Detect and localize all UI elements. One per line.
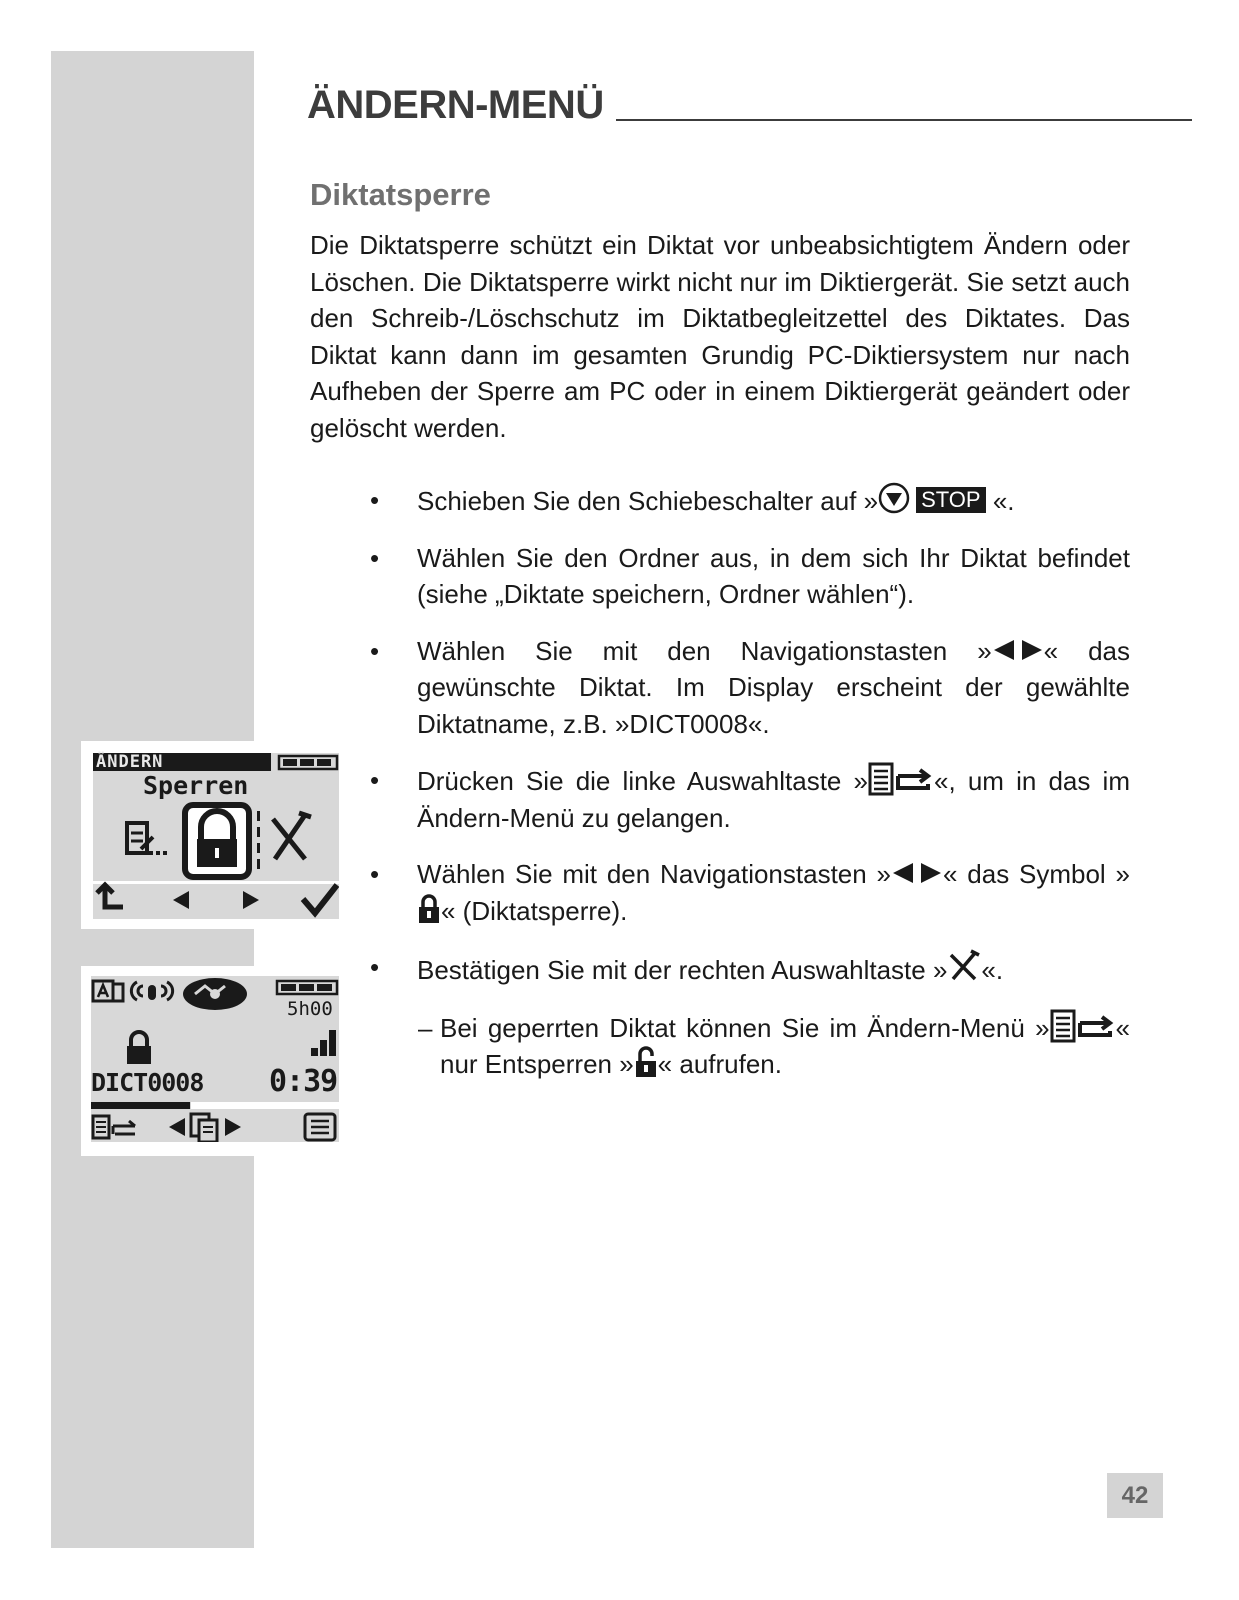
battery-icon	[279, 756, 337, 769]
folder-a-icon	[93, 981, 123, 1001]
note-text-before: Bei geperrten Diktat können Sie im Ändern-Menü »	[440, 1012, 1050, 1043]
note-dash: –	[418, 1012, 433, 1043]
section-title: Diktatsperre	[310, 177, 491, 212]
step-1-text-after: «.	[985, 486, 1015, 516]
intro-paragraph: Die Diktatsperre schützt ein Diktat vor unbeabsichtigtem Ändern oder Löschen. Die Diktatsperre wirkt nicht nur im Diktiergerät. Sie setzt auch den Schreib-/Löschschutz im Diktatbegleitzettel des Diktates. Das Diktat kann dann im gesamten Grundig PC-Diktiersystem nur nach Aufheben der Sperre am PC oder in einem Diktiergerät geändert oder gelöscht werden.	[310, 230, 1130, 443]
step-1-text-before: Schieben Sie den Schiebeschalter auf »	[417, 486, 879, 516]
battery-icon	[277, 981, 337, 994]
page-title: ÄNDERN-MENÜ	[307, 83, 604, 127]
arrow-down-circle-icon	[878, 482, 910, 514]
step-4-text-before: Drücken Sie die linke Auswahltaste »	[417, 766, 868, 796]
display-andern-header: ÄNDERN	[96, 752, 164, 772]
right-triangle-icon	[243, 891, 259, 909]
step-select-folder	[370, 540, 1130, 613]
nav-left-right-icon	[891, 861, 943, 885]
step-6-text-before: Bestätigen Sie mit der rechten Auswahltaste »	[417, 955, 948, 985]
steps-list	[370, 482, 1130, 1083]
bullet: •	[370, 485, 380, 515]
back-arrow-icon	[97, 885, 123, 907]
step-2-text: Wählen Sie den Ordner aus, in dem sich Ihr Diktat befindet (siehe „Diktate speichern, Ordner wählen“).	[417, 542, 1130, 609]
document-cycle-icon	[1050, 1009, 1116, 1043]
lock-selected-icon	[185, 805, 249, 877]
display-time-remaining: 5h00	[287, 998, 333, 1020]
bullet: •	[370, 952, 380, 982]
edit-document-icon	[127, 823, 167, 855]
step-right-select-key	[370, 949, 1130, 989]
documents-icon	[191, 1114, 217, 1142]
bullet: •	[370, 765, 380, 795]
left-triangle-icon	[173, 891, 189, 909]
step-slide-switch	[370, 482, 1130, 520]
stop-badge: STOP	[916, 487, 986, 513]
step-3-text-before: Wählen Sie mit den Navigationstasten »	[417, 635, 992, 666]
display-file-name: DICT0008	[91, 1068, 204, 1097]
signal-level-icon	[311, 1030, 336, 1056]
x-icon	[947, 949, 981, 981]
page-number: 42	[1107, 1473, 1163, 1518]
right-triangle-icon	[225, 1118, 241, 1136]
microphone-sensitivity-icon	[183, 978, 247, 1010]
bullet: •	[370, 542, 380, 573]
step-3-text-after: « das gewünschte Diktat. Im Display erscheint der gewählte Diktatname, z.B. »DICT0008«.	[417, 635, 1131, 739]
x-icon	[273, 813, 311, 859]
heading-row	[307, 75, 1192, 125]
step-5-text-after: « (Diktatsperre).	[441, 895, 628, 926]
step-select-lock-symbol	[370, 856, 1130, 929]
note-text-middle: « nur Entsperren »	[440, 1012, 1130, 1079]
unlock-icon	[634, 1046, 658, 1078]
display-andern-title: Sperren	[143, 771, 249, 800]
document-cycle-icon	[93, 1116, 135, 1138]
nav-left-right-icon	[992, 638, 1044, 662]
step-select-dictation	[370, 633, 1130, 743]
step-4-text-after: «, um in das im Ändern-Menü zu gelangen.	[417, 766, 1130, 833]
lock-icon	[417, 894, 441, 924]
step-left-select-key	[370, 762, 1130, 836]
display-andern-frame	[81, 741, 339, 929]
lock-icon	[127, 1032, 151, 1064]
note-text	[418, 1009, 1130, 1083]
voice-activation-icon	[131, 982, 172, 1000]
step-5-text-middle: « das Symbol »	[943, 859, 1130, 889]
bullet: •	[370, 859, 380, 889]
step-6-text-after: «.	[981, 955, 1004, 985]
progress-fill	[91, 1102, 190, 1109]
step-5-text-before: Wählen Sie mit den Navigationstasten »	[417, 859, 891, 889]
display-andern	[93, 753, 339, 919]
document-cycle-icon	[868, 762, 934, 796]
bullet: •	[370, 635, 380, 666]
display-main	[91, 976, 339, 1142]
note-text-after: « aufrufen.	[657, 1049, 782, 1079]
checkmark-icon	[303, 885, 337, 913]
display-main-frame	[81, 966, 339, 1156]
list-menu-icon	[305, 1114, 335, 1140]
title-rule	[616, 119, 1192, 121]
display-position: 0:39	[269, 1064, 338, 1099]
left-triangle-icon	[169, 1118, 185, 1136]
note-locked-dictation	[370, 1009, 1130, 1083]
